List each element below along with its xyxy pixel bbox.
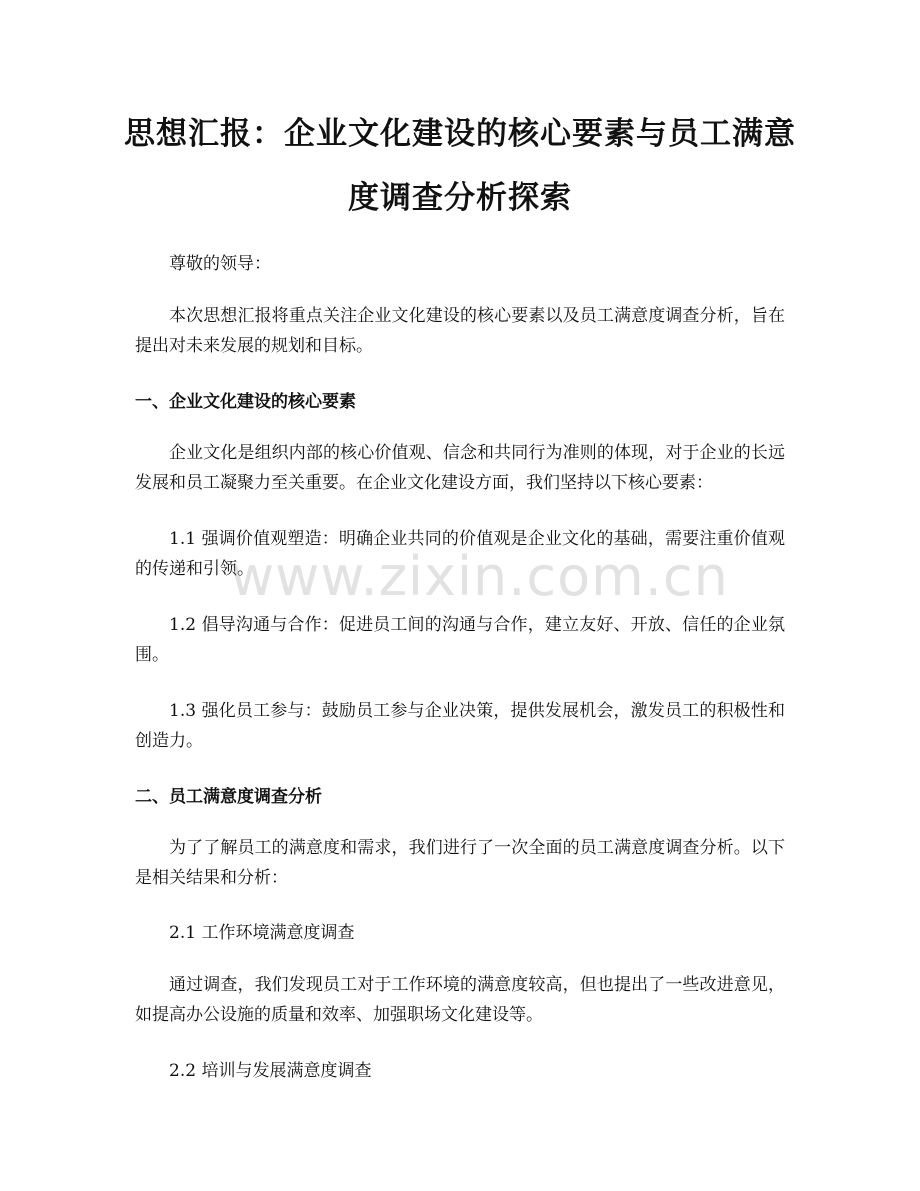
document-title: 思想汇报：企业文化建设的核心要素与员工满意度调查分析探索 <box>124 116 796 216</box>
watermark: www.zixin.com.cn <box>230 545 729 608</box>
section1-heading: 一、企业文化建设的核心要素 <box>135 392 356 412</box>
section2-body: 为了了解员工的满意度和需求，我们进行了一次全面的员工满意度调查分析。以下是相关结果和分析： <box>135 838 785 888</box>
section1-body: 企业文化是组织内部的核心价值观、信念和共同行为准则的体现，对于企业的长远发展和员工凝聚力至关重要。在企业文化建设方面，我们坚持以下核心要素： <box>135 443 785 493</box>
intro-paragraph: 本次思想汇报将重点关注企业文化建设的核心要素以及员工满意度调查分析，旨在提出对未来发展的规划和目标。 <box>135 306 785 356</box>
section1-item3: 1.3 强化员工参与：鼓励员工参与企业决策，提供发展机会，激发员工的积极性和创造力。 <box>135 701 785 751</box>
section2-sub2-title: 2.2 培训与发展满意度调查 <box>169 1061 372 1081</box>
section1-item2: 1.2 倡导沟通与合作：促进员工间的沟通与合作，建立友好、开放、信任的企业氛围。 <box>135 615 785 665</box>
section2-heading: 二、员工满意度调查分析 <box>135 787 322 807</box>
salutation: 尊敬的领导： <box>169 254 271 274</box>
section1-item1: 1.1 强调价值观塑造：明确企业共同的价值观是企业文化的基础，需要注重价值观的传递和引领。 <box>135 529 785 579</box>
section2-sub1-title: 2.1 工作环境满意度调查 <box>169 923 355 943</box>
section2-sub1-body: 通过调查，我们发现员工对于工作环境的满意度较高，但也提出了一些改进意见，如提高办公设施的质量和效率、加强职场文化建设等。 <box>135 975 785 1025</box>
